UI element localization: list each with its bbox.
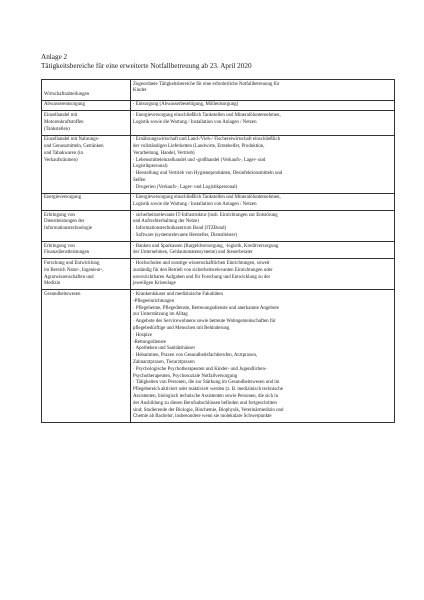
activity-cell — [131, 111, 395, 135]
table-row — [42, 242, 395, 259]
activity-line: -Pflegeeinrichtungen — [133, 298, 175, 304]
header-col-2-line: Zugeordnete Tätigkeitsbereiche für eine erforderliche Notfallbetreuung für — [133, 81, 280, 87]
activity-line: der Unternehmen, Geldautomatensysteme) und Steuerberater — [133, 250, 253, 256]
sector-cell — [42, 290, 131, 423]
activity-line: der vollständigen Lieferketten (Landwirte, Erntehelfer, Produktion, — [133, 143, 265, 149]
activity-line: Seifen — [133, 177, 146, 183]
activity-cell — [131, 290, 395, 423]
sector-label-line: und Tabakwaren (in — [44, 150, 83, 156]
activity-line: unverzichtbaren Aufgaben und für Forschung und Entwicklung zu der — [133, 274, 271, 280]
activity-line: · Ernährungswirtschaft und Land-/Vieh-/ Fischereiwirtschaft einschließlich — [133, 137, 281, 143]
table-header-row — [42, 80, 395, 101]
sector-cell — [42, 111, 131, 135]
activity-cell — [131, 259, 395, 290]
sector-label-line: im Bereich Natur-, Ingenieur-, — [44, 267, 104, 273]
activity-line: · Lebensmitteleinzelhandel und -großhandel (Verkaufs-, Lager- und — [133, 157, 266, 163]
activity-line: Assistenten, biologisch technische Assistenten sowie Personen, die sich in — [133, 393, 279, 399]
document-heading: Anlage 2 — [41, 53, 68, 61]
sector-label-line: Forschung und Entwicklung — [44, 261, 100, 266]
activity-line: pflegebedürftige und Menschen mit Behinderung — [133, 325, 230, 331]
sector-cell — [42, 135, 131, 193]
sector-label-line: (Tankstellen) — [44, 126, 70, 132]
activity-line: · Hochschulen und sonstige wissenschaftlichen Einrichtungen, soweit — [133, 261, 270, 266]
activity-line: · Psychologische Psychotherapeuten und Kinder- und Jugendlichen- — [133, 366, 267, 372]
activity-line: sind; Studierende der Biologie, Biochemie, Biophysik, Veterinärmedizin und — [133, 407, 284, 413]
activity-line: Logistik sowie die Wartung / Installation von Anlagen / Netzen — [133, 202, 257, 208]
activity-line: · Pflegeheime, Pflegedienste, Betreuungsdienste und anerkannte Angebote — [133, 305, 279, 311]
activity-line: Logistikpersonal) — [133, 164, 168, 170]
sector-label-line: Informationstechnologie — [44, 226, 93, 232]
activity-line: Verarbeitung, Handel, Vertrieb) — [133, 150, 195, 156]
header-col-2-line: Kinder — [133, 88, 147, 94]
activity-line: Pflegebereich aktiviert oder reaktiviert werden (z. B. medizinisch technische — [133, 387, 283, 393]
activity-cell — [131, 242, 395, 259]
activity-line: Psychotherapeuten, Psychosoziale Notfallversorgung — [133, 373, 238, 379]
activity-line: Zahnarztpraxen, Tierarztpraxen — [133, 359, 195, 365]
sector-label-line: Agrarwissenschaften und — [44, 274, 94, 280]
table-row — [42, 135, 395, 193]
activity-cell — [131, 211, 395, 242]
activity-line: und Aufrechterhaltung der Netze) — [133, 219, 199, 225]
sector-cell — [42, 193, 131, 210]
sector-label-line: Gesundheitswesen — [44, 291, 81, 297]
sector-label-line: Erbringung von — [44, 243, 75, 249]
activity-line: · Energieversorgung einschließlich Tankstellen und Mineralölunternehmen, — [133, 195, 281, 201]
header-col-1: Wirtschaftsabteilungen — [42, 80, 131, 101]
activity-line: · Apotheken und Sanitätshäuser — [133, 346, 196, 352]
sector-label-line: Energieversorgung — [44, 195, 82, 201]
activity-line: jeweiligen Krisenlage — [133, 281, 176, 287]
sector-label-line: Motorenkraftstoffen — [44, 119, 84, 125]
activity-line: · Hebammen, Praxen von Gesundheitsfachberufen, Arztpraxen, — [133, 353, 258, 359]
sector-label-line: Verkaufsräumen) — [44, 157, 78, 163]
sector-label-line: Einzelhandel mit Nahrungs- — [44, 137, 100, 143]
activity-line: der Ausbildung zu diesen Berufsabschlüssen befinden und fortgeschritten — [133, 400, 277, 406]
activity-line: · Herstellung und Vertrieb von Hygieneprodukten, Desinfektionsmitteln und — [133, 171, 283, 177]
activity-line: · Tätigkeiten von Personen, die zur Stärkung im Gesundheitswesen und im — [133, 380, 280, 386]
activity-line: · Entsorgung (Abwasserbeseitigung, Müllentsorgung) — [133, 102, 239, 108]
header-col-2 — [131, 80, 395, 101]
activity-line: · sicherheitsrelevante IT-Infrastruktur (insb. Einrichtungen zur Entstörung — [133, 212, 278, 218]
activity-line: · Informationstechnikzentrum Bund (ITZBund) — [133, 226, 227, 232]
activity-line: · Krankenhäuser und medizinische Fakultäten — [133, 291, 223, 297]
activity-table — [41, 79, 395, 423]
table-row — [42, 211, 395, 242]
activity-line: · Energieversorgung einschließlich Tankstellen und Mineralölunternehmen, — [133, 112, 281, 118]
activity-line: · Angebote des Servicewohnens sowie betreute Wohngemeinschaften für — [133, 319, 276, 325]
activity-line: Chemie ab Bachelor, insbesondere wenn sie molekulare Schwerpunkte — [133, 414, 272, 420]
activity-line: -Rettungsdienste — [133, 339, 166, 345]
activity-cell — [131, 100, 395, 111]
sector-label-line: Dienstleistungen der — [44, 219, 85, 225]
activity-cell — [131, 135, 395, 193]
sector-cell — [42, 259, 131, 290]
sector-label-line: Erbringung von — [44, 212, 75, 218]
activity-line: zur Unterstützung im Alltag — [133, 312, 188, 318]
sector-label-line: Einzelhandel mit — [44, 112, 78, 118]
table-row — [42, 111, 395, 135]
document-subheading: Tätigkeitsbereiche für eine erweiterte Notfallbetreuung ab 23. April 2020 — [41, 62, 252, 70]
table-row — [42, 193, 395, 210]
table-row — [42, 290, 395, 423]
activity-line: · Drogerien (Verkaufs-, Lager- und Logistikpersonal) — [133, 184, 238, 190]
activity-line: Logistik sowie die Wartung / Installation von Anlagen / Netzen — [133, 119, 257, 125]
sector-label-line: und Genussmitteln, Getränken — [44, 143, 104, 149]
sector-cell — [42, 100, 131, 111]
activity-line: · Hospize — [133, 332, 152, 338]
activity-line: · Banken und Sparkassen (Bargeldversorgung, -logistik, Kreditversorgung — [133, 243, 279, 249]
table-row — [42, 100, 395, 111]
activity-line: · Software (systemrelevante Hersteller, Dienstleister) — [133, 233, 237, 239]
activity-cell — [131, 193, 395, 210]
activity-line: zuständig für den Betrieb von sicherheitsrelevanten Einrichtungen oder — [133, 267, 273, 273]
sector-cell — [42, 242, 131, 259]
sector-cell — [42, 211, 131, 242]
sector-label-line: Medizin — [44, 281, 61, 287]
table-row — [42, 259, 395, 290]
sector-label-line: Finanzdienstleistungen — [44, 250, 90, 256]
sector-label-line: Abwasserentsorgung — [44, 102, 85, 108]
